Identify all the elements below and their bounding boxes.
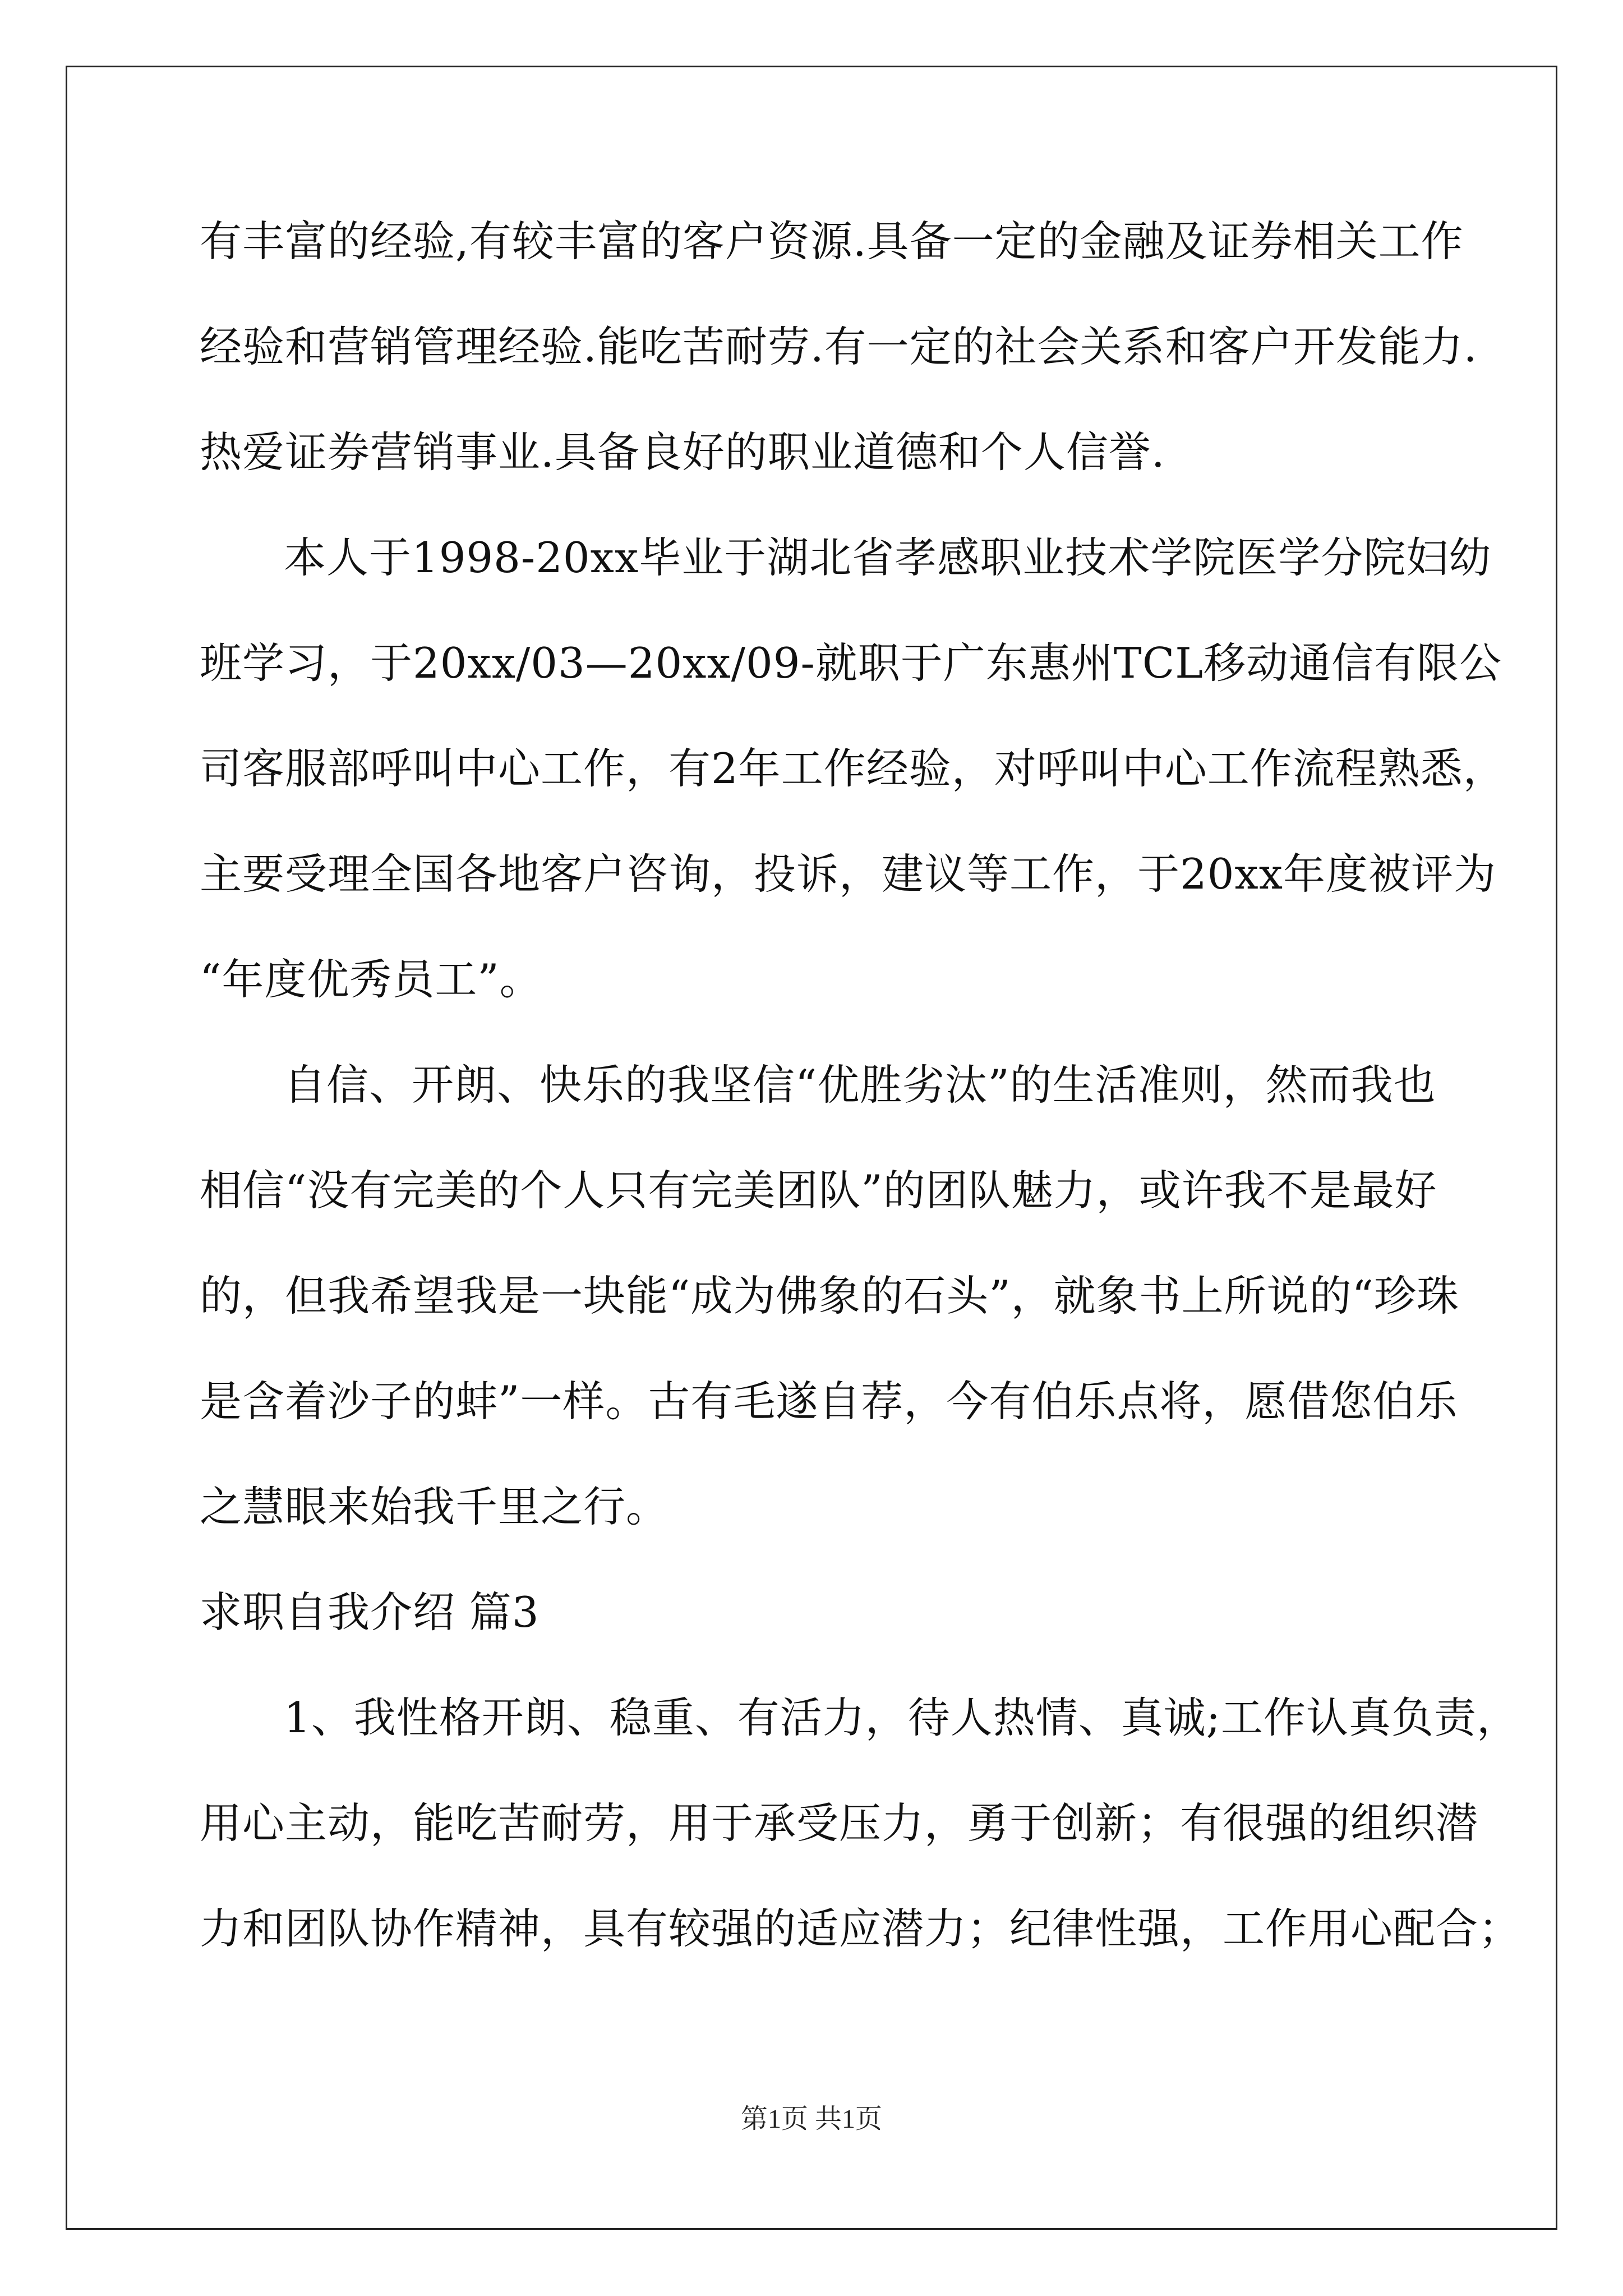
text-line: 经验和营销管理经验.能吃苦耐劳.有一定的社会关系和客户开发能力. (200, 322, 1478, 371)
text-line: 相信“没有完美的个人只有完美团队”的团队魅力，或许我不是最好 (200, 1166, 1437, 1215)
text-line: 有丰富的经验,有较丰富的客户资源.具备一定的金融及证券相关工作 (200, 217, 1464, 266)
section-heading: 求职自我介绍 篇3 (200, 1588, 540, 1637)
page-number-footer: 第1页 共1页 (740, 2104, 882, 2134)
text-line: 之慧眼来始我千里之行。 (200, 1482, 669, 1531)
paragraph-start-line: 自信、开朗、快乐的我坚信“优胜劣汰”的生活准则，然而我也 (284, 1060, 1436, 1110)
paragraph-start-line: 1、我性格开朗、稳重、有活力，待人热情、真诚;工作认真负责， (284, 1693, 1519, 1742)
text-line: “年度优秀员工”。 (200, 955, 542, 1004)
text-line: 主要受理全国各地客户咨询，投诉，建议等工作，于20xx年度被评为 (200, 849, 1497, 899)
text-line: 热爱证券营销事业.具备良好的职业道德和个人信誉. (200, 427, 1165, 477)
paragraph-start-line: 本人于1998-20xx毕业于湖北省孝感职业技术学院医学分院妇幼 (284, 533, 1492, 582)
text-line: 的，但我希望我是一块能“成为佛象的石头”，就象书上所说的“珍珠 (200, 1271, 1460, 1320)
text-line: 班学习，于20xx/03—20xx/09-就职于广东惠州TCL移动通信有限公 (200, 638, 1502, 688)
text-line: 力和团队协作精神，具有较强的适应潜力；纪律性强，工作用心配合； (200, 1904, 1521, 1953)
text-line: 用心主动，能吃苦耐劳，用于承受压力，勇于创新；有很强的组织潜 (200, 1798, 1479, 1848)
text-line: 司客服部呼叫中心工作，有2年工作经验，对呼叫中心工作流程熟悉， (200, 744, 1506, 793)
text-line: 是含着沙子的蚌”一样。古有毛遂自荐，今有伯乐点将，愿借您伯乐 (200, 1377, 1458, 1426)
